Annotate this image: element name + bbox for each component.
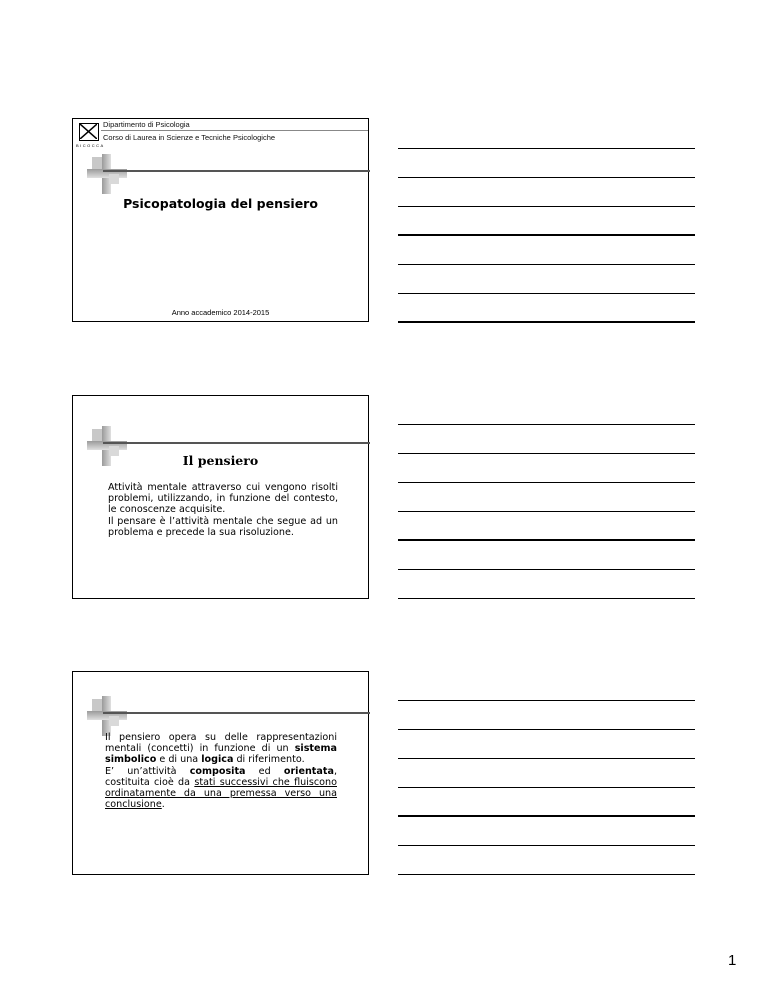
university-logo-icon bbox=[79, 123, 99, 141]
note-line bbox=[398, 569, 695, 570]
note-line bbox=[398, 539, 695, 541]
note-line bbox=[398, 815, 695, 817]
emphasis: composita bbox=[189, 765, 246, 777]
slide-divider bbox=[103, 170, 370, 172]
slide-divider bbox=[103, 442, 370, 444]
paragraph: E’ un’attività composita ed orientata, costituita cioè da stati successivi che fluiscono ordinatamente da una premessa verso una conclusione. bbox=[105, 765, 337, 811]
page-number: 1 bbox=[728, 952, 737, 969]
paragraph: Attività mentale attraverso cui vengono risolti problemi, utilizzando, in funzione del contesto, le conoscenze acquisite. bbox=[108, 482, 338, 516]
slide-3-thumbnail bbox=[72, 671, 369, 875]
academic-year: Anno accademico 2014-2015 bbox=[171, 308, 270, 317]
note-line bbox=[398, 234, 695, 236]
note-line bbox=[398, 787, 695, 788]
note-line bbox=[398, 148, 695, 149]
note-line bbox=[398, 264, 695, 265]
note-line bbox=[398, 729, 695, 730]
course-name: Corso di Laurea in Scienze e Tecniche Psicologiche bbox=[103, 133, 276, 142]
note-line bbox=[398, 424, 695, 425]
logo-text: BICOCCA bbox=[76, 143, 105, 148]
note-line bbox=[398, 206, 695, 207]
note-line bbox=[398, 874, 695, 875]
underlined-text: stati successivi che fluiscono ordinatamente da una premessa verso una conclusione bbox=[105, 776, 337, 811]
slide-title: Psicopatologia del pensiero bbox=[123, 196, 318, 211]
note-line bbox=[398, 453, 695, 454]
note-line bbox=[398, 700, 695, 701]
cross-decoration-icon bbox=[87, 696, 127, 736]
slide-body bbox=[105, 732, 337, 810]
note-line bbox=[398, 177, 695, 178]
note-line bbox=[398, 293, 695, 294]
header-divider bbox=[101, 130, 368, 131]
note-line bbox=[398, 598, 695, 599]
slide-divider bbox=[103, 712, 370, 714]
cross-decoration-icon bbox=[87, 154, 127, 194]
note-line bbox=[398, 482, 695, 483]
paragraph: Il pensiero opera su delle rappresentazioni mentali (concetti) in funzione di un sistema simbolico e di una logica di riferimento. bbox=[105, 732, 337, 766]
emphasis: orientata bbox=[283, 765, 334, 777]
note-line bbox=[398, 511, 695, 512]
slide-body bbox=[108, 482, 338, 538]
note-line bbox=[398, 845, 695, 846]
paragraph: Il pensare è l’attività mentale che segue ad un problema e precede la sua risoluzione. bbox=[108, 515, 338, 538]
slide-2-thumbnail bbox=[72, 395, 369, 599]
emphasis: logica bbox=[201, 754, 234, 766]
note-line bbox=[398, 321, 695, 323]
note-line bbox=[398, 758, 695, 759]
emphasis: sistema simbolico bbox=[105, 743, 337, 766]
department-name: Dipartimento di Psicologia bbox=[103, 120, 190, 129]
slide-1-thumbnail bbox=[72, 118, 369, 322]
slide-title: Il pensiero bbox=[182, 453, 259, 468]
